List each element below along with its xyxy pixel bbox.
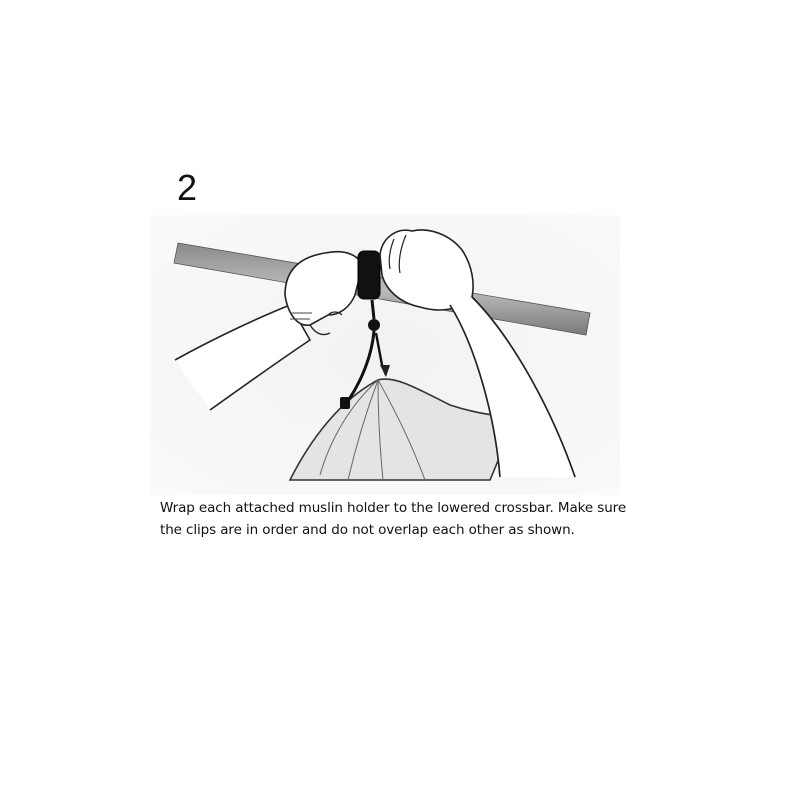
- crossbar-wrapping-illustration: [150, 215, 620, 495]
- instruction-caption: Wrap each attached muslin holder to the lowered crossbar. Make sure the clips are in order and do not overlap each other as shown.: [160, 500, 627, 538]
- muslin-holder-clip: [358, 251, 380, 299]
- clip-knob: [368, 319, 380, 331]
- strap-end: [340, 397, 350, 409]
- step-number: 2: [177, 167, 198, 208]
